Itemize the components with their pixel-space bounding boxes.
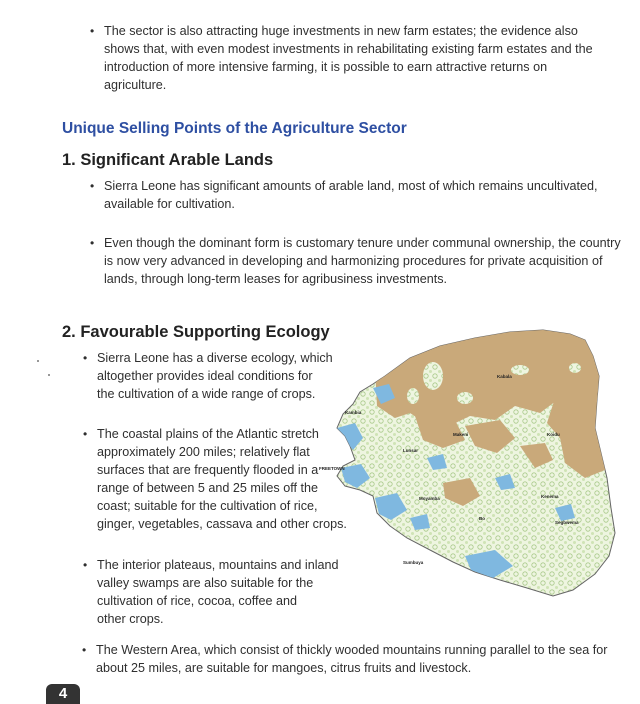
map-label: Kenema	[541, 494, 559, 499]
map-label: Moyamba	[419, 496, 440, 501]
forest-island	[423, 362, 443, 390]
map-label: Kambia	[345, 410, 362, 415]
forest-island	[569, 363, 581, 373]
section1-bullet-1	[90, 177, 598, 213]
section2-bullet-3	[83, 556, 339, 628]
map-label: Makeni	[453, 432, 469, 437]
bullet-marker: •	[83, 427, 88, 441]
map-label: Koidu	[547, 432, 560, 437]
text-line: is now very advanced in developing and harmonizing procedures for private acquisition of	[104, 254, 603, 268]
usp-heading: Unique Selling Points of the Agriculture Sector	[62, 120, 407, 137]
section1-title: 1. Significant Arable Lands	[62, 151, 274, 169]
map-label: FREETOWN	[319, 466, 345, 471]
forest-island	[457, 392, 473, 404]
bullet-marker: •	[82, 643, 87, 657]
section2-bullet-4	[82, 641, 608, 677]
text-line: coast; suitable for the cultivation of rice,	[97, 499, 318, 513]
bullet-marker: •	[90, 179, 95, 193]
page-number: 4	[58, 685, 68, 702]
text-line: altogether provides ideal conditions for	[97, 369, 313, 383]
bullet-marker: •	[90, 24, 95, 38]
section2-bullet-1	[83, 349, 333, 403]
forest-island	[407, 388, 419, 404]
bullet-marker: •	[83, 558, 88, 572]
text-line: Sierra Leone has a diverse ecology, which	[97, 351, 333, 365]
map-label: Bo	[479, 516, 485, 521]
bullet-marker: •	[83, 351, 88, 365]
forest-island	[511, 365, 529, 375]
scan-speck	[48, 374, 50, 376]
text-line: about 25 miles, are suitable for mangoes, citrus fruits and livestock.	[96, 661, 472, 675]
section2-title: 2. Favourable Supporting Ecology	[62, 323, 330, 341]
text-line: introduction of more intensive farming, it is possible to earn attractive returns on	[104, 60, 548, 74]
text-line: approximately 200 miles; relatively flat	[97, 445, 310, 459]
bullet-marker: •	[90, 236, 95, 250]
text-line: available for cultivation.	[104, 197, 235, 211]
text-line: surfaces that are frequently flooded in a	[97, 463, 319, 477]
ecology-map	[315, 328, 625, 598]
text-line: shows that, with even modest investments in rehabilitating existing farm estates and the	[104, 42, 593, 56]
scan-speck	[37, 360, 39, 362]
map-label: Kabala	[497, 374, 512, 379]
text-line: The coastal plains of the Atlantic stretch	[97, 427, 319, 441]
text-line: ginger, vegetables, cassava and other crops.	[97, 517, 347, 531]
section2-bullet-2	[83, 425, 347, 533]
text-line: cultivation of rice, cocoa, coffee and	[97, 594, 297, 608]
text-line: The sector is also attracting huge investments in new farm estates; the evidence also	[104, 24, 578, 38]
text-line: lands, through long-term leases for agribusiness investments.	[104, 272, 448, 286]
text-line: agriculture.	[104, 78, 167, 92]
section1-bullet-2	[90, 234, 621, 288]
map-label: Segbwema	[555, 520, 579, 525]
text-line: The interior plateaus, mountains and inland	[97, 558, 339, 572]
map-label: Lunsar	[403, 448, 419, 453]
text-line: valley swamps are also suitable for the	[97, 576, 314, 590]
text-line: other crops.	[97, 612, 164, 626]
map-label: Sumbuya	[403, 560, 424, 565]
intro-bullet	[90, 22, 593, 94]
text-line: Even though the dominant form is customary tenure under communal ownership, the country	[104, 236, 621, 250]
text-line: range of between 5 and 25 miles off the	[97, 481, 319, 495]
page-number-tab	[46, 684, 80, 704]
text-line: the cultivation of a wide range of crops.	[97, 387, 316, 401]
text-line: The Western Area, which consist of thickly wooded mountains running parallel to the sea for	[96, 643, 608, 657]
text-line: Sierra Leone has significant amounts of arable land, most of which remains uncultivated,	[104, 179, 598, 193]
